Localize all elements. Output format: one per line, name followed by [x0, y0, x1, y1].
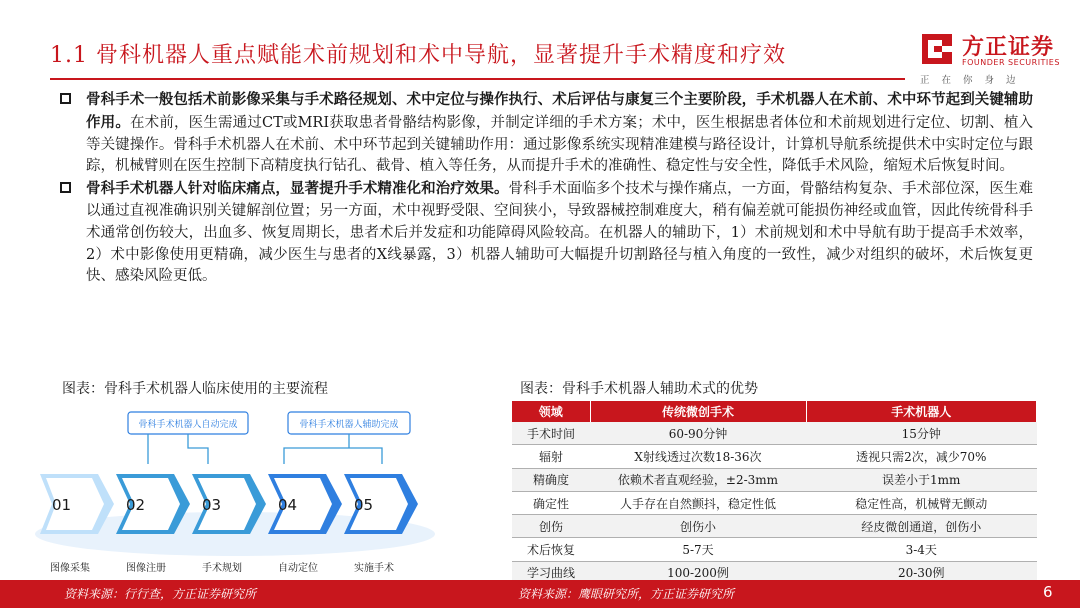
- header-robot: 手术机器人: [806, 401, 1037, 422]
- table-header-row: [512, 401, 1037, 422]
- table-cell: 经皮微创通道，创伤小: [806, 515, 1037, 538]
- table-cell: 15分钟: [806, 422, 1037, 445]
- table-cell: 创伤小: [590, 515, 806, 538]
- table-cell: 100-200例: [590, 561, 806, 584]
- advantage-table-wrapper: [512, 401, 1037, 585]
- svg-text:04: 04: [278, 496, 298, 514]
- svg-text:02: 02: [126, 496, 146, 514]
- source-note-left: 资料来源：行行查，方正证券研究所: [64, 587, 257, 601]
- table-cell: 精确度: [512, 468, 590, 491]
- step-labels: [50, 561, 394, 574]
- table-cell: 误差小于1mm: [806, 468, 1037, 491]
- table-cell: 依赖术者直观经验，±2-3mm: [590, 468, 806, 491]
- svg-text:05: 05: [354, 496, 374, 514]
- source-note-right: 资料来源：鹰眼研究所，方正证券研究所: [518, 587, 735, 601]
- header-domain: 领域: [512, 401, 590, 422]
- table-cell: 术后恢复: [512, 538, 590, 561]
- table-cell: 辐射: [512, 445, 590, 468]
- table-cell: 学习曲线: [512, 561, 590, 584]
- page-number: 6: [1043, 583, 1053, 601]
- step-label: 图像采集: [50, 563, 90, 574]
- table-row: [512, 445, 1037, 468]
- checkbox-square-icon: [60, 93, 71, 104]
- process-flow-diagram: [30, 408, 450, 580]
- table-row: [512, 515, 1037, 538]
- figure-left-caption: 图表：骨科手术机器人临床使用的主要流程: [62, 381, 328, 397]
- bullet-item: [58, 89, 1033, 178]
- auto-complete-label: [128, 412, 248, 434]
- assist-complete-label: [288, 412, 410, 434]
- bullet-text: 骨科手术面临多个技术与操作痛点，一方面，骨骼结构复杂、手术部位深，医生难以通过直视准确识别关键解剖位置；另一方面，术中视野受限、空间狭小，导致器械控制难度大，稍有偏差就可能损伤神经或血管，因此传统骨科手术通常创伤较大，出血多、恢复周期长，患者术后并发症和功能障碍风险较高。在机器人的辅助下，1）术前规划和术中导航有助于提高手术效率，2）术中影像使用更精确，减少医生与患者的X线暴露，3）机器人辅助可大幅提升切割路径与植入角度的一致性，减少对组织的破坏，术后恢复更快、感染风险更低。: [86, 181, 1034, 285]
- table-row: [512, 422, 1037, 445]
- connector-lines: [148, 434, 382, 464]
- table-cell: 5-7天: [590, 538, 806, 561]
- bullet-list: [58, 89, 1033, 288]
- logo-english: FOUNDER SECURITIES: [962, 58, 1060, 67]
- table-cell: 确定性: [512, 491, 590, 514]
- table-cell: 60-90分钟: [590, 422, 806, 445]
- title-divider: [50, 78, 905, 80]
- brand-logo: [912, 28, 1062, 88]
- table-cell: X射线透过次数18-36次: [590, 445, 806, 468]
- svg-text:03: 03: [202, 496, 222, 514]
- svg-text:骨科手术机器人自动完成: 骨科手术机器人自动完成: [138, 420, 238, 430]
- table-row: [512, 491, 1037, 514]
- svg-text:骨科手术机器人辅助完成: 骨科手术机器人辅助完成: [299, 420, 399, 430]
- table-cell: 稳定性高，机械臂无颤动: [806, 491, 1037, 514]
- table-row: [512, 538, 1037, 561]
- advantage-table: [512, 401, 1037, 585]
- table-cell: 人手存在自然颤抖，稳定性低: [590, 491, 806, 514]
- step-label: 自动定位: [278, 563, 318, 574]
- step-label: 图像注册: [126, 563, 166, 574]
- logo-name: 方正证券: [962, 35, 1055, 60]
- figure-right-caption: 图表：骨科手术机器人辅助术式的优势: [520, 381, 758, 397]
- table-cell: 创伤: [512, 515, 590, 538]
- table-cell: 手术时间: [512, 422, 590, 445]
- bullet-bold-text: 骨科手术机器人针对临床痛点，显著提升手术精准化和治疗效果。: [86, 180, 509, 198]
- svg-text:01: 01: [52, 496, 72, 514]
- bullet-bold-text: 骨科手术一般包括术前影像采集与手术路径规划、术中定位与操作执行、术后评估与康复三个主要阶段，手术机器人在术前、术中环节起到关键辅助作用。: [86, 91, 1033, 131]
- step-label: 手术规划: [202, 563, 242, 574]
- checkbox-square-icon: [60, 182, 71, 193]
- table-cell: 20-30例: [806, 561, 1037, 584]
- page-title: 1.1 骨科机器人重点赋能术前规划和术中导航，显著提升手术精度和疗效: [50, 43, 786, 68]
- bullet-item: [58, 178, 1033, 288]
- table-cell: 透视只需2次，减少70%: [806, 445, 1037, 468]
- founder-logo-icon: [920, 32, 954, 66]
- bullet-text: 在术前，医生需通过CT或MRI获取患者骨骼结构影像，并制定详细的手术方案；术中，医生根据患者体位和术前规划进行定位、切割、植入等关键操作。骨科手术机器人在术前、术中环节起到关键辅助作用：通过影像系统实现精准建模与路径设计，计算机导航系统提供术中实时定位与跟踪，机械臂则在医生控制下高精度执行钻孔、截骨、植入等任务，从而提升手术的准确性、稳定性与安全性，降低手术风险，缩短术后恢复时间。: [86, 114, 1033, 175]
- table-cell: 3-4天: [806, 538, 1037, 561]
- step-label: 实施手术: [354, 563, 394, 574]
- table-row: [512, 468, 1037, 491]
- header-traditional: 传统微创手术: [590, 401, 806, 422]
- logo-slogan: 正在你身边: [920, 75, 1028, 86]
